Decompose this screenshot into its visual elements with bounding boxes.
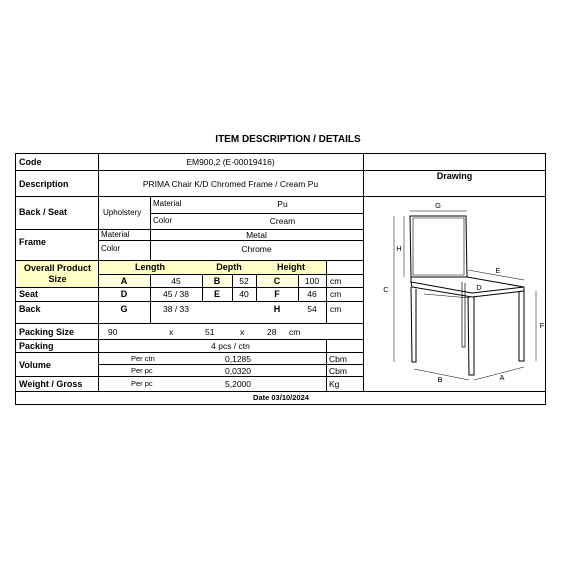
dim-key: A <box>120 276 128 286</box>
dim-key: D <box>120 289 128 299</box>
description-label: Description <box>19 179 69 189</box>
dim-value: 100 <box>304 276 320 286</box>
dim-letter-d: D <box>476 283 482 292</box>
dim-key: C <box>273 276 281 286</box>
dim-value: 38 / 33 <box>163 304 189 314</box>
dim-unit: cm <box>330 276 342 286</box>
row-divider <box>16 339 363 340</box>
dim-letter-b: B <box>437 375 443 384</box>
back-row-label: Back <box>19 304 41 314</box>
frame-label: Frame <box>19 237 47 247</box>
dim-letter-e: E <box>495 266 501 275</box>
row-divider <box>150 213 363 214</box>
seat-color-value: Cream <box>269 216 296 226</box>
volume-label: Volume <box>19 360 51 370</box>
length-header: Length <box>135 262 165 272</box>
drawing-label: Drawing <box>436 171 473 181</box>
dim-letter-g: G <box>435 201 441 210</box>
frame-material-value: Metal <box>246 230 267 240</box>
row-divider <box>16 301 363 302</box>
overall-size-label: Overall Product Size <box>23 263 92 284</box>
per-ctn-value: 0,1285 <box>225 354 251 364</box>
frame-color-value: Chrome <box>241 244 272 254</box>
dim-letter-a: A <box>499 373 505 382</box>
seat-material-label: Material <box>153 199 182 208</box>
seat-row-label: Seat <box>19 289 39 299</box>
chair-drawing <box>364 197 546 390</box>
packing-size-b: 51 <box>205 327 215 337</box>
dim-letter-h: H <box>396 244 402 253</box>
description-value: PRIMA Chair K/D Chromed Frame / Cream Pu <box>142 179 319 189</box>
weight-label: Weight / Gross <box>19 379 83 389</box>
col-divider <box>326 260 327 323</box>
weight-value: 5,2000 <box>225 379 251 389</box>
dim-value: 54 <box>307 304 317 314</box>
dim-unit: cm <box>330 304 342 314</box>
volume-unit: Cbm <box>329 366 347 376</box>
row-divider <box>98 364 363 365</box>
date-footer: Date 03/10/2024 <box>253 393 309 402</box>
packing-size-a: 90 <box>108 327 118 337</box>
dim-key: G <box>120 304 128 314</box>
code-value: EM900,2 (E-00019416) <box>186 157 275 167</box>
upholstery-label: Upholstery <box>103 208 142 217</box>
item-details-sheet <box>15 153 546 405</box>
weight-unit: Kg <box>329 379 340 389</box>
row-divider <box>16 391 546 392</box>
weight-per-pc-label: Per pc <box>131 379 153 388</box>
code-label: Code <box>19 157 42 167</box>
packing-value: 4 pcs / ctn <box>211 341 250 351</box>
seat-color-label: Color <box>153 216 173 225</box>
height-header: Height <box>277 262 305 272</box>
row-divider <box>16 287 363 288</box>
packing-size-x: x <box>240 327 245 337</box>
frame-color-label: Color <box>101 244 121 253</box>
back-seat-label: Back / Seat <box>19 207 68 217</box>
dim-value: 45 / 38 <box>163 289 189 299</box>
dim-letter-f: F <box>539 321 545 330</box>
row-divider <box>16 229 363 230</box>
per-ctn-label: Per ctn <box>131 354 155 363</box>
dim-letter-c: C <box>383 285 389 294</box>
row-divider <box>98 240 363 241</box>
packing-size-c: 28 <box>267 327 277 337</box>
dim-value: 45 <box>171 276 181 286</box>
dim-value: 46 <box>307 289 317 299</box>
dim-key: F <box>274 289 280 299</box>
packing-size-x: x <box>169 327 174 337</box>
packing-label: Packing <box>19 341 54 351</box>
depth-header: Depth <box>216 262 242 272</box>
per-pc-value: 0,0320 <box>225 366 251 376</box>
dim-value: 40 <box>239 289 249 299</box>
dim-value: 52 <box>239 276 249 286</box>
frame-material-label: Material <box>101 230 130 239</box>
per-pc-label: Per pc <box>131 366 153 375</box>
spacer <box>202 196 203 229</box>
row-divider <box>16 352 363 353</box>
row-divider <box>16 376 363 377</box>
volume-unit: Cbm <box>329 354 347 364</box>
dim-key: B <box>213 276 221 286</box>
packing-size-label: Packing Size <box>19 327 75 337</box>
dim-unit: cm <box>330 289 342 299</box>
seat-material-value: Pu <box>277 199 288 209</box>
dim-key: E <box>213 289 220 299</box>
packing-size-unit: cm <box>289 327 301 337</box>
row-divider <box>16 196 363 197</box>
page-title: ITEM DESCRIPTION / DETAILS <box>215 134 361 145</box>
row-divider <box>16 323 363 324</box>
dim-key: H <box>273 304 281 314</box>
